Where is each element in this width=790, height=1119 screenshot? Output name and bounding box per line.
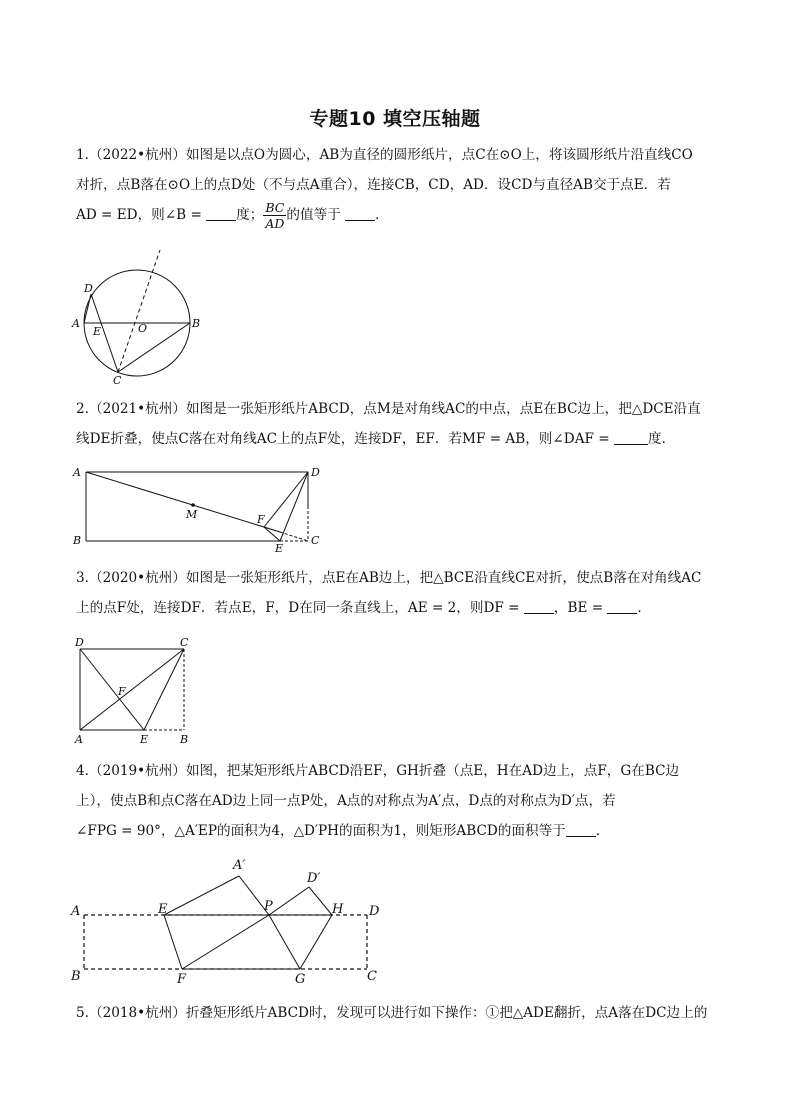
answer-blank[interactable] <box>206 206 236 221</box>
page-title: 专题10 填空压轴题 <box>309 108 481 130</box>
label-d-prime: D′ <box>307 871 321 886</box>
problem-2-line-1: 2.（2021•杭州）如图是一张矩形纸片ABCD，点M是对角线AC的中点，点E在BC边上，把△DCE沿直 <box>76 401 701 417</box>
segment-df <box>264 472 308 527</box>
segment-fp <box>182 915 269 969</box>
label-e: E <box>140 733 149 746</box>
fraction-numerator: BC <box>263 200 286 216</box>
label-e: E <box>275 542 284 552</box>
label-d: D <box>84 282 93 295</box>
label-o: O <box>138 322 148 335</box>
problem-3-text-c: ． <box>637 600 652 616</box>
label-m: M <box>186 508 198 521</box>
fold-line-co <box>118 250 160 372</box>
label-b: B <box>180 733 189 746</box>
label-e: E <box>93 325 102 338</box>
label-a: A <box>71 904 81 919</box>
problem-4-line-3 <box>76 816 718 846</box>
segment-d1h <box>309 887 332 915</box>
label-f: F <box>118 685 126 698</box>
label-c: C <box>113 374 122 386</box>
segment-pg <box>269 915 300 969</box>
label-p: P <box>264 899 273 914</box>
problem-1 <box>76 140 718 231</box>
problem-3-text-a: 上的点F处，连接DF．若点E，F，D在同一条直线上，AE = 2，则DF = <box>76 600 524 616</box>
label-g: G <box>295 972 306 984</box>
segment-cb <box>118 323 190 372</box>
problem-1-line-3 <box>76 200 718 231</box>
problem-1-text-a: AD = ED，则∠B = <box>76 207 207 223</box>
label-f: F <box>177 972 187 984</box>
problem-2 <box>76 394 718 454</box>
label-a: A <box>72 317 80 330</box>
label-b: B <box>192 317 201 330</box>
problem-5-line-1: 5.（2018•杭州）折叠矩形纸片ABCD时，发现可以进行如下操作：①把△ADE翻折，点A落在DC边上的 <box>76 1005 708 1021</box>
problem-5 <box>76 998 718 1028</box>
problem-3-line-2 <box>76 593 718 623</box>
label-h: H <box>332 902 344 917</box>
label-e: E <box>158 902 168 917</box>
problem-4-text-b: ． <box>595 823 610 839</box>
label-c: C <box>367 969 377 984</box>
label-a: A <box>73 466 81 479</box>
label-c: C <box>311 534 320 547</box>
diagonal-fc-dashed <box>280 532 308 541</box>
label-f: F <box>257 513 265 526</box>
fraction <box>263 200 286 231</box>
segment-ad <box>84 294 91 323</box>
problem-1-text-b: 度； <box>236 207 264 223</box>
label-c: C <box>180 636 189 649</box>
label-b: B <box>71 969 81 984</box>
problem-2-text-a: 线DE折叠，使点C落在对角线AC上的点F处，连接DF，EF．若MF = AB，则∠DAF = <box>76 431 614 447</box>
problem-2-line-2 <box>76 424 718 454</box>
segment-ef <box>164 915 182 969</box>
problem-1-line-2: 对折，点B落在⊙O上的点D处（不与点A重合），连接CB，CD，AD．设CD与直径AB交于点E．若 <box>76 177 671 193</box>
problem-4-line-2: 上），使点B和点C落在AD边上同一点P处，A点的对称点为A′点，D点的对称点为D′点，若 <box>76 793 616 809</box>
label-d: D <box>369 904 380 919</box>
figure-1-circle-diagram <box>66 246 216 386</box>
label-b: B <box>73 534 82 547</box>
fraction-denominator: AD <box>265 216 285 231</box>
problem-1-line-1: 1.（2022•杭州）如图是以点O为圆心，AB为直径的圆形纸片，点C在⊙O上，将该圆形纸片沿直线CO <box>76 147 693 163</box>
segment-gh <box>300 915 332 969</box>
label-d: D <box>75 636 84 649</box>
label-a-prime: A′ <box>233 858 246 873</box>
answer-blank[interactable] <box>607 599 637 614</box>
rectangle-top-right <box>86 472 308 506</box>
answer-blank[interactable] <box>345 206 375 221</box>
segment-ce <box>144 649 184 730</box>
figure-2-rectangle-diagram <box>68 462 330 552</box>
diagonal-ac <box>86 472 280 532</box>
segment-de <box>280 472 308 541</box>
point-m <box>191 503 195 507</box>
problem-4-line-1: 4.（2019•杭州）如图，把某矩形纸片ABCD沿EF，GH折叠（点E，H在AD边上，点F，G在BC边 <box>76 763 680 779</box>
answer-blank[interactable] <box>614 430 648 445</box>
problem-1-text-d: ． <box>375 207 389 223</box>
problem-3-line-1: 3.（2020•杭州）如图是一张矩形纸片，点E在AB边上，把△BCE沿直线CE对折，使点B落在对角线AC <box>76 570 702 586</box>
problem-3-text-b: ，BE = <box>553 600 608 616</box>
problem-3 <box>76 563 718 623</box>
figure-3-rectangle-diagram <box>68 634 198 746</box>
label-a: A <box>75 733 83 746</box>
segment-ea1 <box>164 876 239 915</box>
segment-de <box>80 649 144 730</box>
problem-4 <box>76 756 718 846</box>
figure-4-fold-diagram <box>66 852 396 984</box>
label-d: D <box>311 466 320 479</box>
problem-1-text-c: 的值等于 <box>286 207 346 223</box>
problem-2-text-b: 度． <box>647 431 676 447</box>
answer-blank[interactable] <box>566 822 596 837</box>
problem-4-text-a: ∠FPG = 90°，△A′EP的面积为4，△D′PH的面积为1，则矩形ABCD的面积等于 <box>76 823 566 839</box>
segment-pd1 <box>269 887 309 915</box>
answer-blank[interactable] <box>524 599 554 614</box>
diagonal-ac <box>80 649 184 730</box>
